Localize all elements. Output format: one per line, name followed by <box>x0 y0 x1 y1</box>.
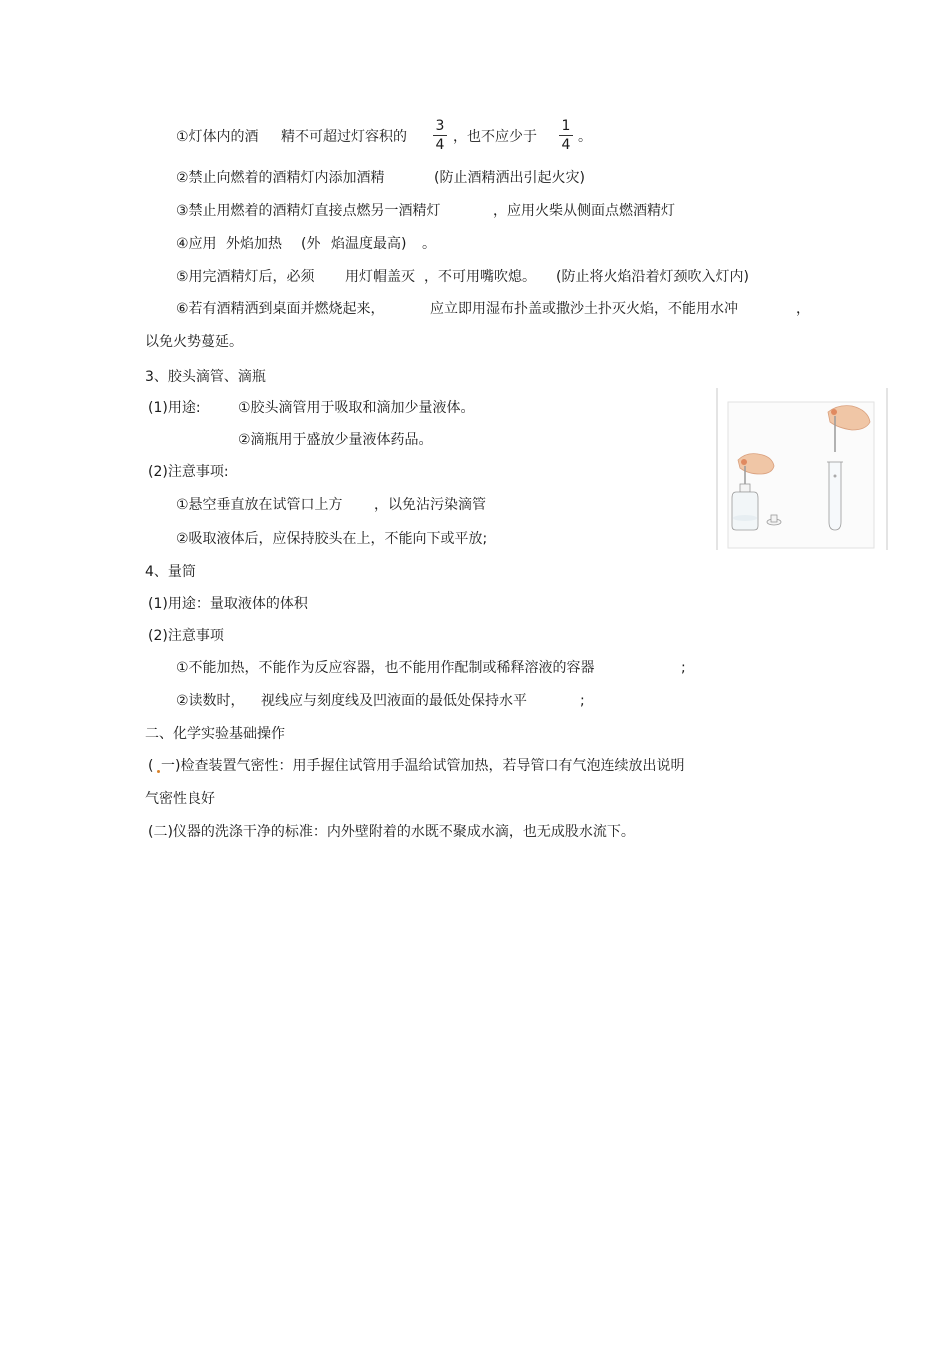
fraction-denominator: 4 <box>435 137 445 153</box>
dropper-use-label: (1)用途: <box>148 400 201 416</box>
fraction-bar <box>433 135 447 136</box>
cylinder-note-1: ①不能加热，不能作为反应容器，也不能用作配制或稀释溶液的容器 <box>176 660 595 676</box>
cylinder-heading: 4、量筒 <box>145 564 196 580</box>
lamp-rule-4-a: ④应用 <box>176 236 217 252</box>
lamp-rule-6-a: ⑥若有酒精洒到桌面并燃烧起来， <box>176 301 385 317</box>
fraction-one-quarter <box>559 118 573 153</box>
lamp-rule-4-c: (外 <box>301 236 321 252</box>
lamp-rule-5-d: (防止将火焰沿着灯颈吹入灯内) <box>556 269 749 285</box>
lamp-rule-1-part-b: 精不可超过灯容积的 <box>281 129 407 145</box>
lamp-rule-2: ②禁止向燃着的酒精灯内添加酒精 <box>176 170 385 186</box>
lamp-rule-3: ③禁止用燃着的酒精灯直接点燃另一酒精灯 <box>176 203 441 219</box>
dropper-heading: 3、胶头滴管、滴瓶 <box>145 369 266 385</box>
lamp-rule-6-c: ， <box>796 301 810 317</box>
cylinder-note-2-end: ; <box>580 693 585 709</box>
cylinder-note-2a: ②读数时， <box>176 693 245 709</box>
cylinder-note-1-end: ; <box>681 660 686 676</box>
fraction-denominator: 4 <box>561 137 571 153</box>
lamp-rule-5-b: 用灯帽盖灭 <box>345 269 415 285</box>
cylinder-notes-label: (2)注意事项 <box>148 628 224 644</box>
lamp-rule-5-c: ，不可用嘴吹熄。 <box>424 269 536 285</box>
orange-mark <box>157 770 160 773</box>
lamp-rule-2-note: (防止酒精洒出引起火灾) <box>434 170 585 186</box>
lamp-rule-4-b: 外焰加热 <box>226 236 282 252</box>
dropper-use-1: ①胶头滴管用于吸取和滴加少量液体。 <box>238 400 475 416</box>
dropper-note-1b: ，以免沾污染滴管 <box>374 497 486 513</box>
lamp-rule-4-e: 。 <box>422 236 436 252</box>
section-2-heading: 二、化学实验基础操作 <box>145 726 285 742</box>
test-tube <box>827 462 843 530</box>
lamp-rule-1-end: 。 <box>578 129 592 145</box>
cylinder-use: (1)用途：量取液体的体积 <box>148 596 308 612</box>
dropper-illustration-drawing <box>716 388 889 550</box>
dropper-note-1a: ①悬空垂直放在试管口上方 <box>176 497 343 513</box>
fraction-numerator: 1 <box>561 118 571 134</box>
fraction-numerator: 3 <box>435 118 445 134</box>
dropper-note-2: ②吸取液体后，应保持胶头在上，不能向下或平放; <box>176 531 488 547</box>
lamp-rule-6-continued: 以免火势蔓延。 <box>145 334 243 350</box>
lamp-rule-1-part-c: ，也不应少于 <box>453 129 537 145</box>
dropper-notes-label: (2)注意事项: <box>148 464 229 480</box>
lamp-rule-4-d: 焰温度最高) <box>331 236 407 252</box>
section-2-item-1: 一)检查装置气密性：用手握住试管用手温给试管加热，若导管口有气泡连续放出说明 <box>161 758 685 774</box>
cylinder-note-2b: 视线应与刻度线及凹液面的最低处保持水平 <box>261 693 527 709</box>
fraction-bar <box>559 135 573 136</box>
lamp-rule-6-b: 应立即用湿布扑盖或撒沙土扑灭火焰，不能用水冲 <box>430 301 738 317</box>
lamp-rule-3-b: ，应用火柴从侧面点燃酒精灯 <box>493 203 675 219</box>
fraction-three-quarters <box>433 118 447 153</box>
section-2-item-2: (二)仪器的洗涤干净的标准：内外壁附着的水既不聚成水滴，也无成股水流下。 <box>148 824 635 840</box>
section-2-item-1-open: ( <box>148 758 154 774</box>
lamp-rule-1-part-a: ①灯体内的酒 <box>176 129 259 145</box>
section-2-item-1-continued: 气密性良好 <box>145 791 215 807</box>
dropper-illustration <box>716 388 889 550</box>
dropper-use-2: ②滴瓶用于盛放少量液体药品。 <box>238 432 433 448</box>
lamp-rule-5-a: ⑤用完酒精灯后，必须 <box>176 269 315 285</box>
